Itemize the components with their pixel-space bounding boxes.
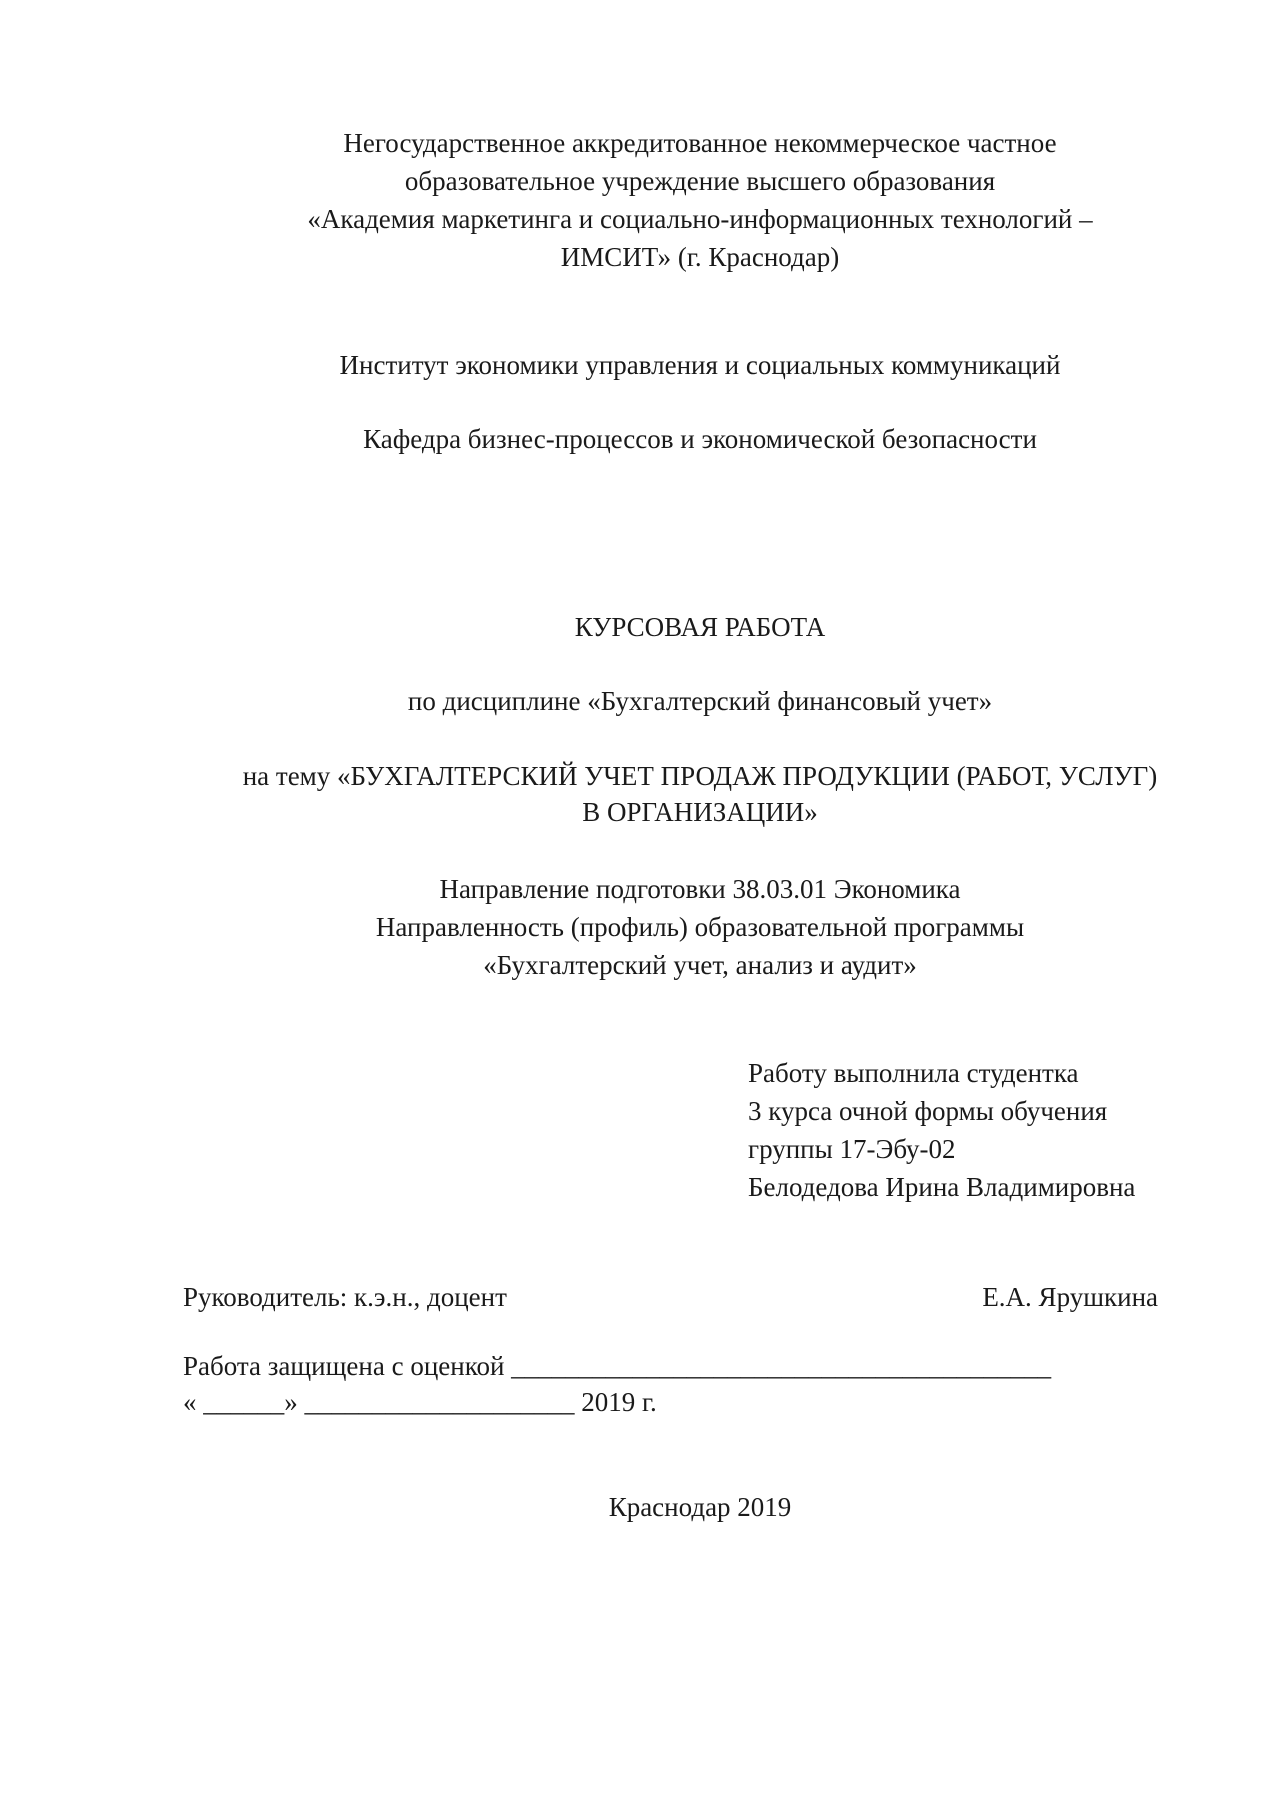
profile-label-line: Направленность (профиль) образовательной программы — [375, 912, 1025, 942]
defense-block — [183, 1348, 1051, 1420]
supervisor-name: Е.А. Ярушкина — [982, 1282, 1158, 1312]
city-year: Краснодар 2019 — [608, 1492, 792, 1522]
organization-header — [0, 124, 1280, 276]
topic-line-2: В ОРГАНИЗАЦИИ» — [582, 797, 818, 827]
org-line-3: «Академия маркетинга и социально-информационных технологий – — [307, 204, 1093, 234]
profile-name-line: «Бухгалтерский учет, анализ и аудит» — [483, 950, 917, 980]
topic-block — [0, 758, 1280, 830]
supervisor-label: Руководитель: к.э.н., доцент — [183, 1282, 507, 1312]
supervisor-row — [183, 1278, 1158, 1316]
discipline-line — [0, 682, 1280, 720]
discipline-text: по дисциплине «Бухгалтерский финансовый учет» — [407, 686, 993, 716]
program-block — [0, 870, 1280, 984]
defense-grade-line: Работа защищена с оценкой ________________________________________ — [183, 1351, 1052, 1381]
org-line-2: образовательное учреждение высшего образования — [404, 166, 996, 196]
topic-line-1: на тему «БУХГАЛТЕРСКИЙ УЧЕТ ПРОДАЖ ПРОДУКЦИИ (РАБОТ, УСЛУГ) — [242, 761, 1158, 791]
defense-date-line: « ______» ____________________ 2019 г. — [183, 1387, 657, 1417]
student-info — [748, 1054, 1135, 1206]
student-line-2: 3 курса очной формы обучения — [748, 1096, 1108, 1126]
work-type-title — [0, 608, 1280, 646]
org-line-4: ИМСИТ» (г. Краснодар) — [560, 242, 840, 272]
department-text: Кафедра бизнес-процессов и экономической безопасности — [363, 424, 1037, 454]
institute-name — [0, 346, 1280, 384]
student-name: Белодедова Ирина Владимировна — [748, 1172, 1136, 1202]
department-name — [0, 420, 1280, 458]
institute-text: Институт экономики управления и социальных коммуникаций — [339, 350, 1061, 380]
student-group: группы 17-Эбу-02 — [748, 1134, 956, 1164]
org-line-1: Негосударственное аккредитованное некоммерческое частное — [343, 128, 1057, 158]
student-line-1: Работу выполнила студентка — [748, 1058, 1079, 1088]
direction-line: Направление подготовки 38.03.01 Экономика — [439, 874, 961, 904]
work-type-text: КУРСОВАЯ РАБОТА — [574, 612, 826, 642]
